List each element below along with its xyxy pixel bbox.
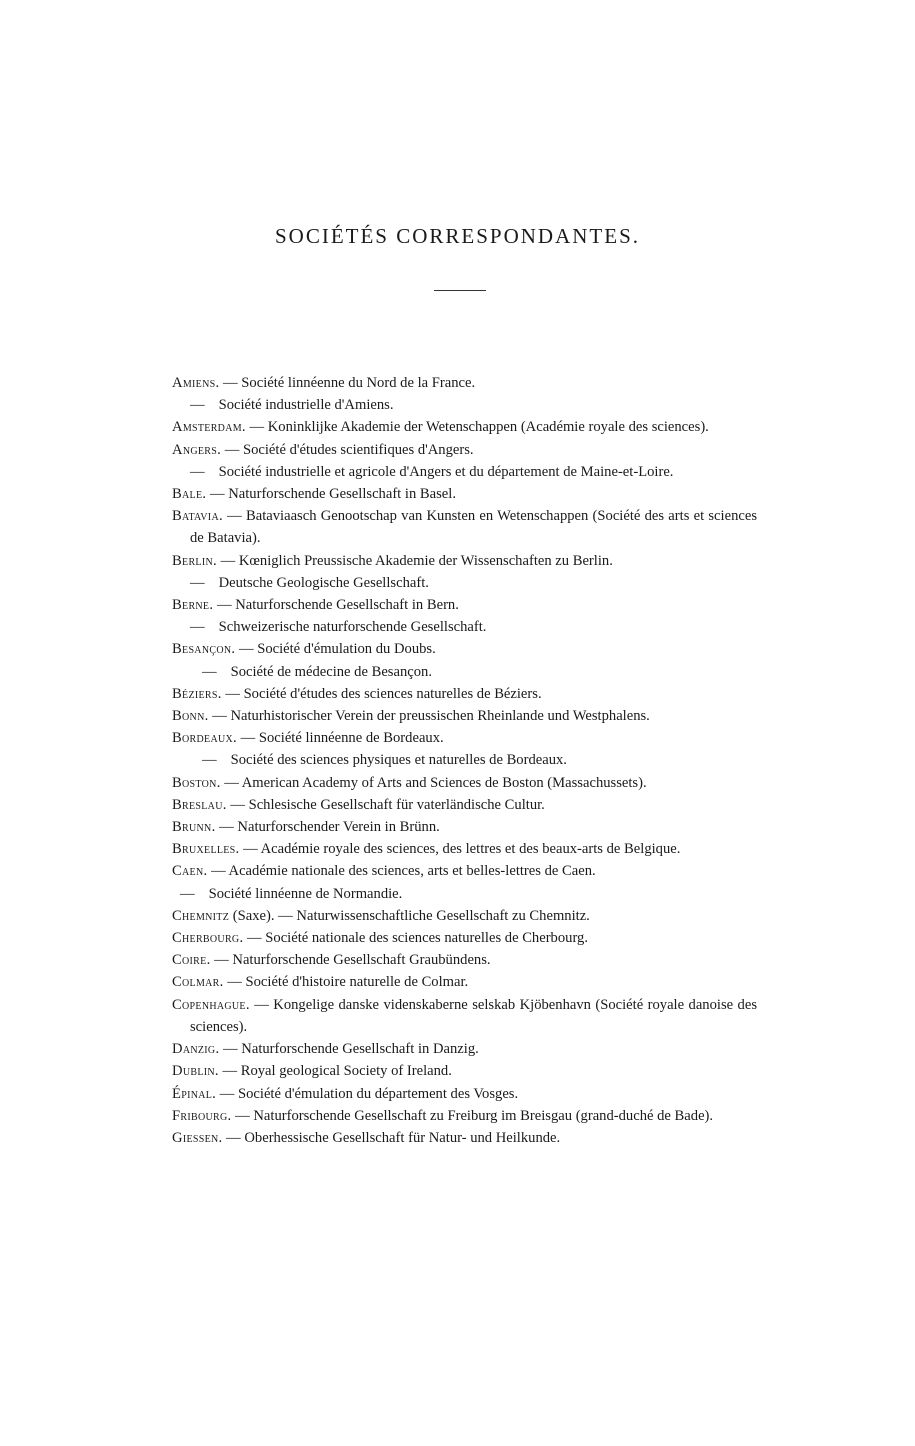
city-name: Amiens. (172, 375, 220, 391)
city-qualifier: (Saxe). (232, 907, 275, 924)
city-name: Épinal. (172, 1085, 217, 1102)
society-name: Schweizerische naturforschende Gesellschaft. (218, 619, 487, 636)
societies-list (172, 372, 757, 1149)
city-name: Brunn. (172, 819, 216, 836)
title-rule (434, 290, 486, 291)
society-name: Société d'études scientifiques d'Angers. (242, 441, 474, 458)
list-item: Béziers. — Société d'études des sciences naturelles de Béziers. (172, 685, 542, 702)
list-item: Colmar. — Société d'histoire naturelle de Colmar. (172, 974, 469, 991)
list-item: Besançon. — Société d'émulation du Doubs. (172, 641, 436, 658)
list-item (172, 461, 757, 483)
city-name: Besançon. (172, 641, 236, 658)
city-name: Bordeaux. (172, 730, 237, 747)
city-name: Copenhague. (172, 996, 250, 1013)
ditto-dash: — (202, 663, 217, 680)
city-name: Danzig. (172, 1041, 220, 1058)
society-name: Kœniglich Preussische Akademie der Wissenschaften zu Berlin. (238, 552, 613, 569)
list-item: Fribourg. — Naturforschende Gesellschaft zu Freiburg im Breisgau (grand-duché de Bade). (172, 1107, 714, 1124)
city-name: Cherbourg. (172, 930, 244, 947)
list-item: Amsterdam. — Koninklijke Akademie der Wetenschappen (Académie royale des sciences). (172, 419, 709, 436)
list-item: Berlin. — Kœniglich Preussische Akademie der Wissenschaften zu Berlin. (172, 552, 613, 569)
ditto-dash: — (180, 885, 195, 902)
list-item: Bruxelles. — Académie royale des sciences, des lettres et des beaux-arts de Belgique. (172, 841, 681, 858)
ditto-dash: — (190, 619, 205, 636)
city-name: Colmar. (172, 974, 224, 991)
city-name: Bonn. (172, 708, 209, 725)
society-name: Société d'émulation du Doubs. (257, 641, 436, 658)
society-name: Naturforschende Gesellschaft in Basel. (228, 486, 456, 503)
city-name: Giessen. (172, 1129, 223, 1146)
society-name: Naturforschende Gesellschaft in Danzig. (241, 1041, 479, 1058)
city-name: Caen. (172, 863, 208, 880)
society-name: Naturhistorischer Verein der preussischen Rheinlande und Westphalens. (230, 708, 650, 725)
list-item (172, 616, 757, 638)
city-name: Bruxelles. (172, 841, 240, 858)
ditto-dash: — (190, 397, 205, 414)
society-name: Koninklijke Akademie der Wetenschappen (Académie royale des sciences). (267, 419, 709, 436)
society-name: Bataviaasch Genootschap van Kunsten en Wetenschappen (Société des arts et sciences de Batavia). (190, 508, 757, 547)
list-item (172, 749, 757, 771)
city-name: Fribourg. (172, 1107, 232, 1124)
society-name: Société industrielle et agricole d'Angers et du département de Maine-et-Loire. (218, 463, 674, 480)
society-name: Académie royale des sciences, des lettres et des beaux-arts de Belgique. (260, 841, 681, 858)
city-name: Chemnitz (172, 907, 230, 924)
society-name: Naturwissenschaftliche Gesellschaft zu Chemnitz. (296, 907, 590, 924)
list-item: Batavia. — Bataviaasch Genootschap van Kunsten en Wetenschappen (Société des arts et sciences de Batavia). (172, 508, 757, 547)
society-name: Kongelige danske videnskaberne selskab Kjöbenhavn (Société royale danoise des sciences). (190, 996, 758, 1035)
page-title: SOCIÉTÉS CORRESPONDANTES. (274, 224, 641, 248)
society-name: Société de médecine de Besançon. (230, 663, 432, 680)
society-name: Oberhessische Gesellschaft für Natur- und Heilkunde. (244, 1129, 561, 1146)
society-name: American Academy of Arts and Sciences de Boston (Massachussets). (241, 774, 647, 791)
city-name: Dublin. (172, 1063, 219, 1080)
society-name: Société industrielle d'Amiens. (218, 397, 394, 414)
list-item: Chemnitz (Saxe). — Naturwissenschaftliche Gesellschaft zu Chemnitz. (172, 907, 590, 924)
society-name: Société d'études des sciences naturelles de Béziers. (243, 685, 542, 702)
list-item: Cherbourg. — Société nationale des sciences naturelles de Cherbourg. (172, 930, 588, 947)
list-item (172, 394, 757, 416)
society-name: Société nationale des sciences naturelles de Cherbourg. (265, 930, 588, 947)
ditto-dash: — (190, 574, 205, 591)
list-item: Copenhague. — Kongelige danske videnskaberne selskab Kjöbenhavn (Société royale danoise des sciences). (172, 996, 758, 1035)
city-name: Amsterdam. (172, 419, 246, 436)
city-name: Béziers. (172, 685, 222, 702)
list-item: Berne. — Naturforschende Gesellschaft in Bern. (172, 597, 459, 614)
city-name: Angers. (172, 441, 222, 458)
list-item: Boston. — American Academy of Arts and Sciences de Boston (Massachussets). (172, 774, 647, 791)
ditto-dash: — (202, 752, 217, 769)
society-name: Société linnéenne du Nord de la France. (241, 375, 476, 391)
list-item: Amiens. — Société linnéenne du Nord de la France. (172, 375, 476, 391)
society-name: Naturforschender Verein in Brünn. (237, 819, 440, 836)
list-item: Caen. — Académie nationale des sciences, arts et belles-lettres de Caen. (172, 863, 596, 880)
list-item (172, 883, 757, 905)
list-item: Bale. — Naturforschende Gesellschaft in Basel. (172, 486, 456, 503)
society-name: Académie nationale des sciences, arts et belles-lettres de Caen. (228, 863, 596, 880)
society-name: Naturforschende Gesellschaft zu Freiburg im Breisgau (grand-duché de Bade). (253, 1107, 714, 1124)
society-name: Schlesische Gesellschaft für vaterländische Cultur. (248, 796, 545, 813)
society-name: Société linnéenne de Bordeaux. (258, 730, 444, 747)
list-item: Dublin. — Royal geological Society of Ireland. (172, 1063, 452, 1080)
society-name: Royal geological Society of Ireland. (240, 1063, 452, 1080)
society-name: Société linnéenne de Normandie. (208, 885, 403, 902)
city-name: Berlin. (172, 552, 217, 569)
city-name: Breslau. (172, 796, 227, 813)
society-name: Naturforschende Gesellschaft in Bern. (235, 597, 459, 614)
ditto-dash: — (190, 463, 205, 480)
society-name: Naturforschende Gesellschaft Graubündens. (232, 952, 491, 969)
list-item: Breslau. — Schlesische Gesellschaft für vaterländische Cultur. (172, 796, 545, 813)
list-item (172, 661, 757, 683)
society-name: Deutsche Geologische Gesellschaft. (218, 574, 429, 591)
list-item: Danzig. — Naturforschende Gesellschaft in Danzig. (172, 1041, 479, 1058)
city-name: Batavia. (172, 508, 223, 525)
city-name: Boston. (172, 774, 221, 791)
list-item: Angers. — Société d'études scientifiques d'Angers. (172, 441, 474, 458)
city-name: Bale. (172, 486, 207, 503)
society-name: Société d'histoire naturelle de Colmar. (245, 974, 469, 991)
list-item: Bonn. — Naturhistorischer Verein der preussischen Rheinlande und Westphalens. (172, 708, 650, 725)
city-name: Coire. (172, 952, 211, 969)
list-item: Brunn. — Naturforschender Verein in Brünn. (172, 819, 440, 836)
society-name: Société des sciences physiques et naturelles de Bordeaux. (230, 752, 567, 769)
list-item: Épinal. — Société d'émulation du département des Vosges. (172, 1085, 519, 1102)
list-item: Bordeaux. — Société linnéenne de Bordeaux. (172, 730, 444, 747)
society-name: Société d'émulation du département des Vosges. (238, 1085, 519, 1102)
list-item: Coire. — Naturforschende Gesellschaft Graubündens. (172, 952, 491, 969)
list-item: Giessen. — Oberhessische Gesellschaft für Natur- und Heilkunde. (172, 1129, 561, 1146)
list-item (172, 572, 757, 594)
city-name: Berne. (172, 597, 214, 614)
